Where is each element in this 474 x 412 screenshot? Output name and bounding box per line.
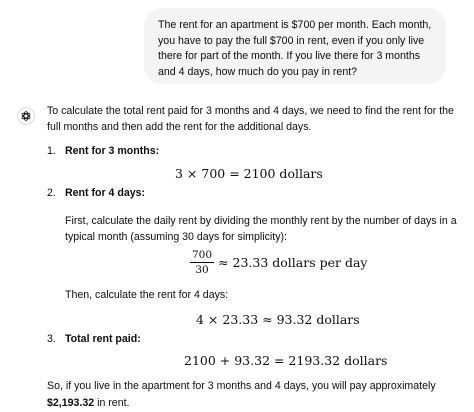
assistant-conclusion — [47, 378, 467, 412]
step-2-explanation: First, calculate the daily rent by dividing the monthly rent by the number of days in a typical month (assuming 30 days for simplicity): — [65, 215, 457, 243]
step-2-title: Rent for 4 days: — [65, 187, 146, 199]
openai-logo-glyph — [20, 110, 32, 122]
step-1-heading — [47, 144, 159, 160]
user-message-text: The rent for an apartment is $700 per month. Each month, you have to pay the full $700 in rent, even if you only live there for part of the month. If you live there for 3 months and 4 days, how much do you pay in rent? — [158, 19, 432, 78]
fraction-denominator: 30 — [195, 264, 209, 276]
conclusion-amount: $2,193.32 — [47, 397, 95, 409]
step-2-then-text: Then, calculate the rent for 4 days: — [65, 289, 229, 301]
step-3-number: 3. — [47, 333, 56, 345]
step-1-title: Rent for 3 months: — [65, 145, 160, 157]
step-3-title: Total rent paid: — [65, 333, 141, 345]
user-message-bubble — [144, 8, 446, 84]
daily-rent-equation — [190, 249, 367, 276]
fraction-numerator: 700 — [192, 249, 213, 261]
step-1-number: 1. — [47, 145, 56, 157]
four-days-equation: 4 × 23.33 ≈ 93.32 dollars — [196, 312, 360, 327]
assistant-message — [47, 104, 467, 409]
step-2-heading — [47, 186, 145, 202]
step-2-number: 2. — [47, 187, 56, 199]
conclusion-prefix: So, if you live in the apartment for 3 months and 4 days, you will pay approximately — [47, 380, 436, 392]
openai-logo-icon — [17, 107, 35, 125]
step-1-equation: 3 × 700 = 2100 dollars — [175, 166, 323, 181]
step-3-equation: 2100 + 93.32 = 2193.32 dollars — [184, 353, 388, 368]
conclusion-suffix: in rent. — [94, 397, 130, 409]
daily-rent-fraction — [190, 249, 214, 276]
daily-rent-result: ≈ 23.33 dollars per day — [218, 254, 368, 270]
step-3-heading — [47, 332, 141, 348]
assistant-intro: To calculate the total rent paid for 3 months and 4 days, we need to find the rent for the full months and then add the rent for the additional days. — [47, 105, 454, 133]
